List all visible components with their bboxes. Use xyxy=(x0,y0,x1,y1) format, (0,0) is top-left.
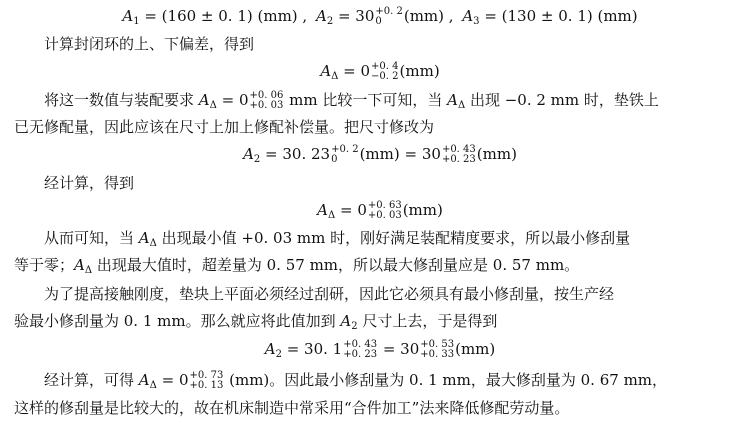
eq-base: = 30 xyxy=(399,145,441,163)
text: 等于零； xyxy=(14,256,75,274)
paragraph-after-calc: 经计算，得到 xyxy=(44,174,135,192)
a1-value: = (160 ± 0. 1) (mm) , xyxy=(139,7,308,25)
tol-lower: −0. 2 xyxy=(371,71,399,82)
eq-unit: (mm) xyxy=(476,145,517,163)
var-a2: A xyxy=(340,312,352,330)
text: (mm)。因此最小修刮量为 0. 1 mm，最大修刮量为 0. 67 mm， xyxy=(224,371,668,389)
subscript: Δ xyxy=(327,210,336,221)
tolerance xyxy=(331,145,358,165)
a2-base: = 30 xyxy=(333,7,375,25)
text: 出现 −0. 2 mm 时，垫铁上 xyxy=(465,91,659,109)
a3-value: = (130 ± 0. 1) (mm) xyxy=(479,7,638,25)
tolerance xyxy=(420,340,454,360)
text: 出现最大值时，超差量为 0. 57 mm，所以最大修刮量应是 0. 57 mm。 xyxy=(92,256,580,274)
eq-base: = 0 xyxy=(338,62,371,80)
eq-unit: (mm) xyxy=(455,340,496,358)
tol-upper: +0. 43 xyxy=(441,144,476,155)
paragraph-scraping: 为了提高接触刚度，垫块上平面必须经过刮研，因此它必须具有最小修刮量，按生产经 xyxy=(44,285,615,303)
tol-upper: +0. 73 xyxy=(189,370,224,381)
tol-lower: +0. 03 xyxy=(367,210,402,221)
equation-final-a2 xyxy=(14,336,746,362)
tol-lower: +0. 23 xyxy=(441,154,476,165)
var-a2: A xyxy=(243,145,254,163)
paragraph-line xyxy=(14,308,746,334)
text: 尺寸上去，于是得到 xyxy=(357,312,498,330)
subscript: 1 xyxy=(133,16,140,27)
tol-upper: +0. 63 xyxy=(367,200,402,211)
subscript: Δ xyxy=(331,71,339,82)
subscript: Δ xyxy=(149,238,157,249)
tol-upper: +0. 4 xyxy=(371,61,399,72)
tol-upper: +0. 2 xyxy=(331,144,359,155)
eq-base: = 0 xyxy=(216,91,249,109)
var-a3: A xyxy=(462,7,474,25)
equation-closing-ring xyxy=(14,58,746,84)
eq-base: = 30. 1 xyxy=(281,340,343,358)
var-a2: A xyxy=(315,7,327,25)
tolerance xyxy=(250,91,284,111)
eq-unit: (mm) xyxy=(359,145,400,163)
tolerance xyxy=(343,340,377,360)
text: 出现最小值 +0. 03 mm 时，刚好满足装配精度要求，所以最小修刮量 xyxy=(156,229,631,247)
text: 验最小修刮量为 0. 1 mm。那么就应将此值加到 xyxy=(14,312,341,330)
var-a2: A xyxy=(264,340,276,358)
subscript: 2 xyxy=(275,349,282,360)
tolerance xyxy=(368,201,402,221)
eq-base: = 30 xyxy=(378,340,420,358)
tol-lower: +0. 33 xyxy=(420,349,455,360)
var-a1: A xyxy=(122,7,134,25)
paragraph-conclusion xyxy=(14,367,746,393)
subscript: Δ xyxy=(84,265,93,276)
eq-unit: (mm) xyxy=(402,201,443,219)
var-a-delta: A xyxy=(74,256,85,274)
a2-unit: (mm) , xyxy=(403,7,454,25)
var-a-delta: A xyxy=(198,91,210,109)
subscript: Δ xyxy=(457,100,466,111)
tolerance xyxy=(371,62,398,82)
subscript: 2 xyxy=(351,321,358,332)
paragraph-line xyxy=(14,252,746,278)
equation-component-dimensions xyxy=(14,3,746,29)
tol-upper: +0. 2 xyxy=(375,6,403,17)
var-a-delta: A xyxy=(447,91,458,109)
a2-tolerance xyxy=(375,7,402,27)
paragraph-calc-deviation: 计算封闭环的上、下偏差，得到 xyxy=(44,35,255,53)
subscript: Δ xyxy=(209,100,217,111)
paragraph-line: 已无修配量，因此应该在尺寸上加上修配补偿量。把尺寸修改为 xyxy=(14,118,435,136)
subscript: 3 xyxy=(473,16,480,27)
tolerance xyxy=(442,145,476,165)
subscript: Δ xyxy=(149,380,157,391)
subscript: 2 xyxy=(253,154,261,165)
equation-new-delta xyxy=(14,197,746,223)
tol-upper: +0. 06 xyxy=(249,90,284,101)
text: mm 比较一下可知，当 xyxy=(284,91,448,109)
tolerance xyxy=(190,371,224,391)
var-a-delta: A xyxy=(138,371,150,389)
eq-base: = 0 xyxy=(335,201,367,219)
eq-base: = 0 xyxy=(156,371,189,389)
tol-upper: +0. 53 xyxy=(420,339,455,350)
text: 经计算，可得 xyxy=(44,371,139,389)
tol-upper: +0. 43 xyxy=(343,339,378,350)
tol-lower: +0. 23 xyxy=(343,349,378,360)
var-a-delta: A xyxy=(138,229,150,247)
paragraph-min-max xyxy=(14,225,746,251)
equation-modified-a2 xyxy=(14,141,746,167)
tol-lower: 0 xyxy=(375,16,382,27)
var-a-delta: A xyxy=(320,62,332,80)
subscript: 2 xyxy=(326,16,334,27)
eq-base: = 30. 23 xyxy=(260,145,331,163)
tol-lower: 0 xyxy=(331,154,338,165)
var-a-delta: A xyxy=(317,201,328,219)
paragraph-line: 这样的修刮量是比较大的，故在机床制造中常采用“合件加工”法来降低修配劳动量。 xyxy=(14,399,570,417)
text: 将这一数值与装配要求 xyxy=(44,91,199,109)
tol-lower: +0. 13 xyxy=(189,380,224,391)
tol-lower: +0. 03 xyxy=(249,100,284,111)
text: 从而可知，当 xyxy=(44,229,139,247)
eq-unit: (mm) xyxy=(399,62,440,80)
paragraph-compare-requirement xyxy=(14,87,746,113)
